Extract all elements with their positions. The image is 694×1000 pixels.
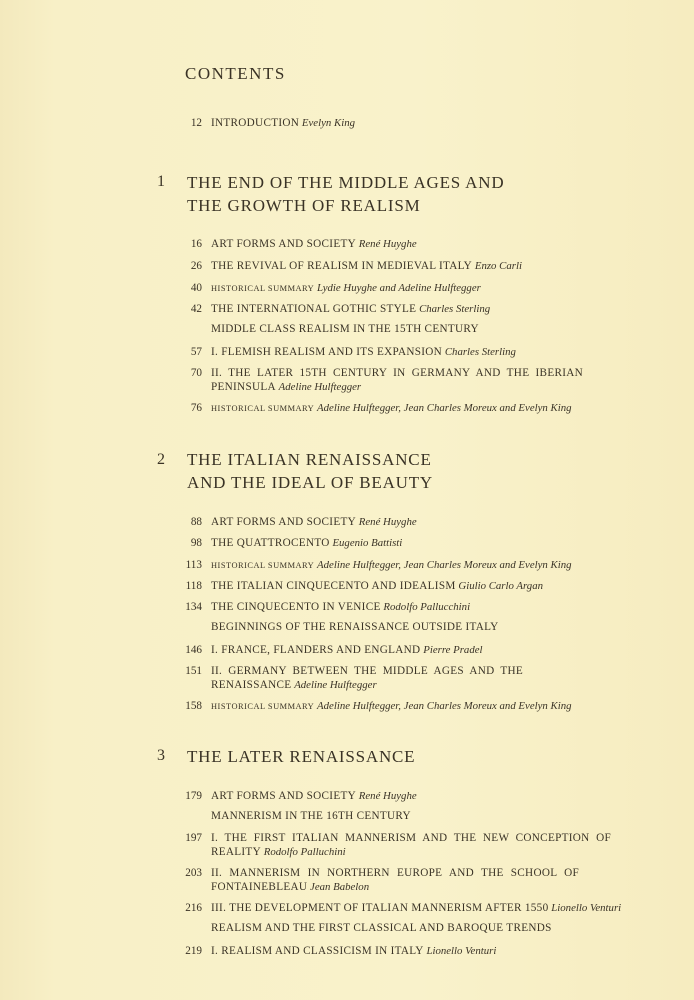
entry-title: III. THE DEVELOPMENT OF ITALIAN MANNERISM AFTER 1550 [211,902,549,914]
entry-author: René Huyghe [358,790,417,802]
entry-title: I. THE FIRST ITALIAN MANNERISM AND THE NEW CONCEPTION OF REALITY [211,832,611,858]
page-number: 179 [185,790,202,802]
entry-author: René Huyghe [358,516,417,528]
page-number: 26 [190,260,202,272]
page-number: 158 [185,700,202,712]
section-subheading: BEGINNINGS OF THE RENAISSANCE OUTSIDE ITALY [211,621,499,633]
entry-author: Rodolfo Palluchini [263,846,346,858]
part-number: 1 [157,173,165,190]
entry-title: THE REVIVAL OF REALISM IN MEDIEVAL ITALY [211,260,473,272]
entry-author: Eugenio Battisti [332,537,403,549]
entry-label: HISTORICAL SUMMARY [211,561,315,570]
entry-author: Adeline Hulftegger, Jean Charles Moreux and Evelyn King [317,559,572,571]
section-subheading: MANNERISM IN THE 16TH CENTURY [211,810,411,822]
part-title [187,171,504,217]
entry-label: HISTORICAL SUMMARY [211,404,315,413]
page-number: 76 [190,402,202,414]
part-title-line: THE GROWTH OF REALISM [187,196,421,215]
page-number: 12 [190,117,202,129]
part-title [187,448,433,494]
page-number: 57 [190,346,202,358]
entry-title: II. GERMANY BETWEEN THE MIDDLE AGES AND THE RENAISSANCE [211,665,523,691]
entry-title: ART FORMS AND SOCIETY [211,238,356,250]
page-number: 70 [190,367,202,379]
entry-author: Jean Babelon [310,881,370,893]
page-number: 219 [185,945,202,957]
entry-author: Pierre Pradel [423,644,483,656]
entry-title: THE QUATTROCENTO [211,537,330,549]
entry-author: Lionello Venturi [551,902,622,914]
entry-author: Rodolfo Pallucchini [383,601,471,613]
entry-title: I. FLEMISH REALISM AND ITS EXPANSION [211,346,443,358]
entry-title: THE ITALIAN CINQUECENTO AND IDEALISM [211,580,456,592]
page-number: 146 [185,644,202,656]
page-number: 197 [185,832,202,844]
entry-author: Adeline Hulftegger [294,679,377,691]
page-number: 88 [190,516,202,528]
page-number: 42 [190,303,202,315]
entry-author: Adeline Hulftegger, Jean Charles Moreux and Evelyn King [317,700,572,712]
page-number: 40 [190,282,202,294]
entry-author: René Huyghe [358,238,417,250]
part-number: 2 [157,451,165,468]
entry-author: Lydie Huyghe and Adeline Hulftegger [317,282,481,294]
page-number: 203 [185,867,202,879]
entry-title: I. FRANCE, FLANDERS AND ENGLAND [211,644,421,656]
entry-title: ART FORMS AND SOCIETY [211,790,356,802]
page-number: 118 [185,580,202,592]
section-subheading: MIDDLE CLASS REALISM IN THE 15TH CENTURY [211,323,479,335]
page-number: 98 [190,537,202,549]
entry-author: Adeline Hulftegger [278,381,362,393]
entry-title: THE INTERNATIONAL GOTHIC STYLE [211,303,417,315]
entry-title: ART FORMS AND SOCIETY [211,516,356,528]
entry-author: Charles Sterling [419,303,491,315]
entry-label: HISTORICAL SUMMARY [211,702,315,711]
entry-author: Giulio Carlo Argan [458,580,543,592]
part-title-line: THE END OF THE MIDDLE AGES AND [187,173,505,192]
entry-author: Lionello Venturi [426,945,497,957]
entry-author: Adeline Hulftegger, Jean Charles Moreux and Evelyn King [317,402,572,414]
entry-title: THE CINQUECENTO IN VENICE [211,601,381,613]
part-title-line: THE ITALIAN RENAISSANCE [187,450,432,469]
page-number: 16 [190,238,202,250]
page-number: 134 [185,601,202,613]
entry-title: II. THE LATER 15TH CENTURY IN GERMANY AND THE IBERIAN PENINSULA [211,367,583,393]
page-number: 151 [185,665,202,677]
page-number: 216 [185,902,202,914]
section-subheading: REALISM AND THE FIRST CLASSICAL AND BAROQUE TRENDS [211,922,552,934]
entry-author: Charles Sterling [444,346,516,358]
part-title-line: AND THE IDEAL OF BEAUTY [187,473,433,492]
entry-author: Enzo Carli [474,260,522,272]
entry-title: INTRODUCTION [211,117,300,129]
part-title-line: THE LATER RENAISSANCE [187,747,416,766]
entry-title: II. MANNERISM IN NORTHERN EUROPE AND THE SCHOOL OF FONTAINEBLEAU [211,867,579,893]
page-title: CONTENTS [185,64,286,83]
entry-author: Evelyn King [301,117,355,129]
part-number: 3 [157,747,165,764]
part-title [187,745,415,768]
page-number: 113 [185,559,202,571]
entry-title: I. REALISM AND CLASSICISM IN ITALY [211,945,424,957]
entry-label: HISTORICAL SUMMARY [211,284,315,293]
